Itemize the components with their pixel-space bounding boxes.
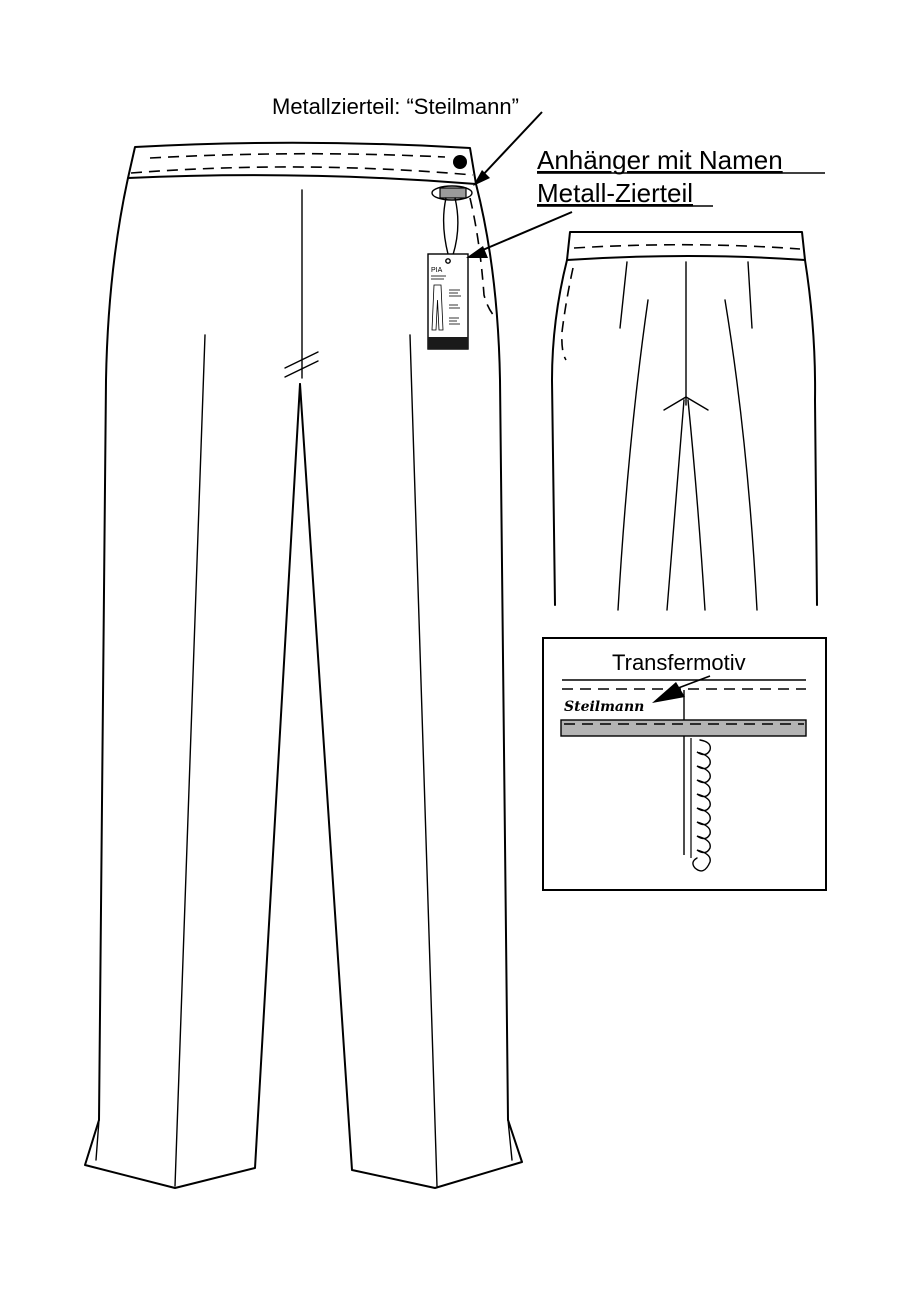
label-steilmann-brand: Steilmann (564, 699, 645, 715)
back-right-crease (725, 300, 757, 610)
right-crease (410, 335, 437, 1186)
detail-grey-band (561, 720, 806, 736)
back-view-trousers (552, 232, 817, 610)
front-waistband (128, 143, 476, 184)
label-metal-part: Metallzierteil: “Steilmann” (272, 94, 519, 119)
waistband-topstitch-lower (131, 167, 473, 175)
arrow-to-metal-part (473, 112, 542, 186)
back-dart-left (620, 262, 627, 328)
hangtag-brand-text: PIA (431, 267, 443, 274)
back-waistband-topstitch (574, 245, 800, 249)
hangtag (428, 254, 468, 349)
waistband-topstitch-upper (150, 154, 445, 158)
back-right-inseam (688, 400, 705, 610)
hangtag-string (444, 198, 458, 258)
left-crease (175, 335, 205, 1186)
detail-transfer-box (543, 638, 826, 890)
metal-decoration-part (432, 186, 472, 200)
right-outseam (300, 184, 522, 1188)
back-right-side (805, 260, 817, 605)
arrow-to-hangtag (466, 212, 572, 258)
back-left-crease (618, 300, 648, 610)
label-hangtag-line1: Anhänger mit Namen (537, 145, 783, 175)
label-hangtag-line2: Metall-Zierteil (537, 178, 694, 208)
back-dart-right (748, 262, 752, 328)
back-left-inseam (667, 400, 684, 610)
front-view-trousers (85, 143, 522, 1188)
label-transfer-motif: Transfermotiv (612, 650, 746, 675)
back-side-pocket (562, 268, 573, 360)
waistband-button (453, 155, 467, 169)
